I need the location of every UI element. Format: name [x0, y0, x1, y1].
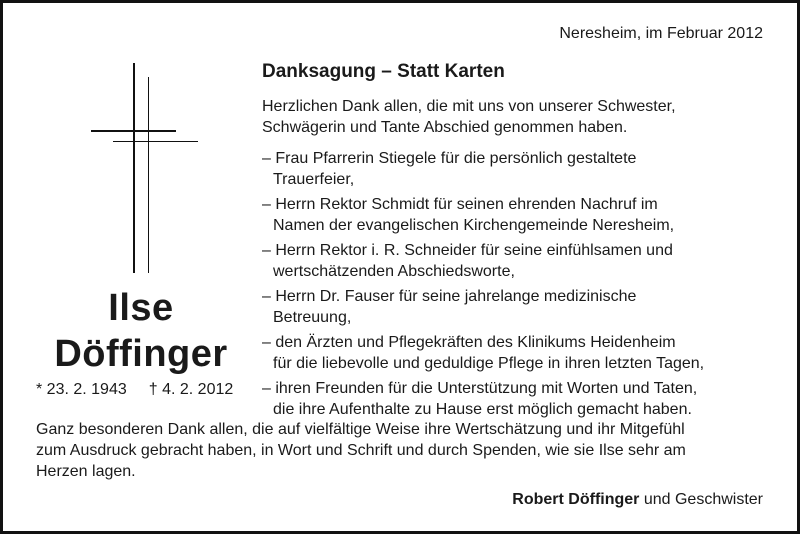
- cross-vertical-bar-offset: [148, 77, 149, 273]
- list-item-line: – Herrn Dr. Fauser für seine jahrelange medizinische: [262, 288, 637, 305]
- last-name: Döffinger: [54, 333, 228, 375]
- signature-suffix: und Geschwister: [639, 491, 763, 508]
- closing-line: Ganz besonderen Dank allen, die auf vielfältige Weise ihre Wertschätzung und ihr Mitgefühl: [36, 421, 685, 438]
- cross-vertical-bar: [133, 63, 135, 273]
- birth-date: * 23. 2. 1943: [36, 381, 127, 398]
- list-item-line: – Frau Pfarrerin Stiegele für die persönlich gestaltete: [262, 150, 637, 167]
- list-item-line: die ihre Aufenthalte zu Hause erst möglich gemacht haben.: [273, 401, 692, 418]
- intro-paragraph: [262, 96, 782, 138]
- list-item-line: – ihren Freunden für die Unterstützung mit Worten und Taten,: [262, 380, 698, 397]
- list-item-line: Trauerfeier,: [273, 171, 355, 188]
- list-item-line: – Herrn Rektor Schmidt für seinen ehrenden Nachruf im: [262, 196, 658, 213]
- list-item-line: wertschätzenden Abschiedsworte,: [273, 263, 515, 280]
- list-item: [262, 332, 782, 374]
- list-item: [262, 286, 782, 328]
- first-name: Ilse: [108, 287, 174, 329]
- list-item: [262, 378, 782, 420]
- intro-line: Herzlichen Dank allen, die mit uns von unserer Schwester,: [262, 98, 676, 115]
- list-item-line: Betreuung,: [273, 309, 352, 326]
- date-line: Neresheim, im Februar 2012: [559, 25, 763, 42]
- closing-paragraph: [36, 419, 776, 482]
- heading: Danksagung – Statt Karten: [262, 61, 505, 82]
- signature-name: Robert Döffinger: [512, 491, 640, 508]
- cross-horizontal-bar: [91, 130, 176, 132]
- list-item: [262, 148, 782, 190]
- list-item-line: – Herrn Rektor i. R. Schneider für seine einfühlsamen und: [262, 242, 673, 259]
- signature: [512, 491, 763, 509]
- intro-line: Schwägerin und Tante Abschied genommen haben.: [262, 119, 628, 136]
- list-item-line: – den Ärzten und Pflegekräften des Klinikums Heidenheim: [262, 334, 676, 351]
- list-item-line: für die liebevolle und geduldige Pflege in ihren letzten Tagen,: [273, 355, 705, 372]
- death-date: † 4. 2. 2012: [148, 381, 234, 398]
- life-dates: [36, 381, 233, 399]
- list-item-line: Namen der evangelischen Kirchengemeinde Neresheim,: [273, 217, 675, 234]
- cross-horizontal-bar-offset: [113, 141, 198, 142]
- closing-line: zum Ausdruck gebracht haben, in Wort und Schrift und durch Spenden, wie sie Ilse sehr am: [36, 442, 686, 459]
- list-item: [262, 194, 782, 236]
- closing-line: Herzen lagen.: [36, 463, 136, 480]
- list-item: [262, 240, 782, 282]
- thanks-list: [262, 148, 782, 424]
